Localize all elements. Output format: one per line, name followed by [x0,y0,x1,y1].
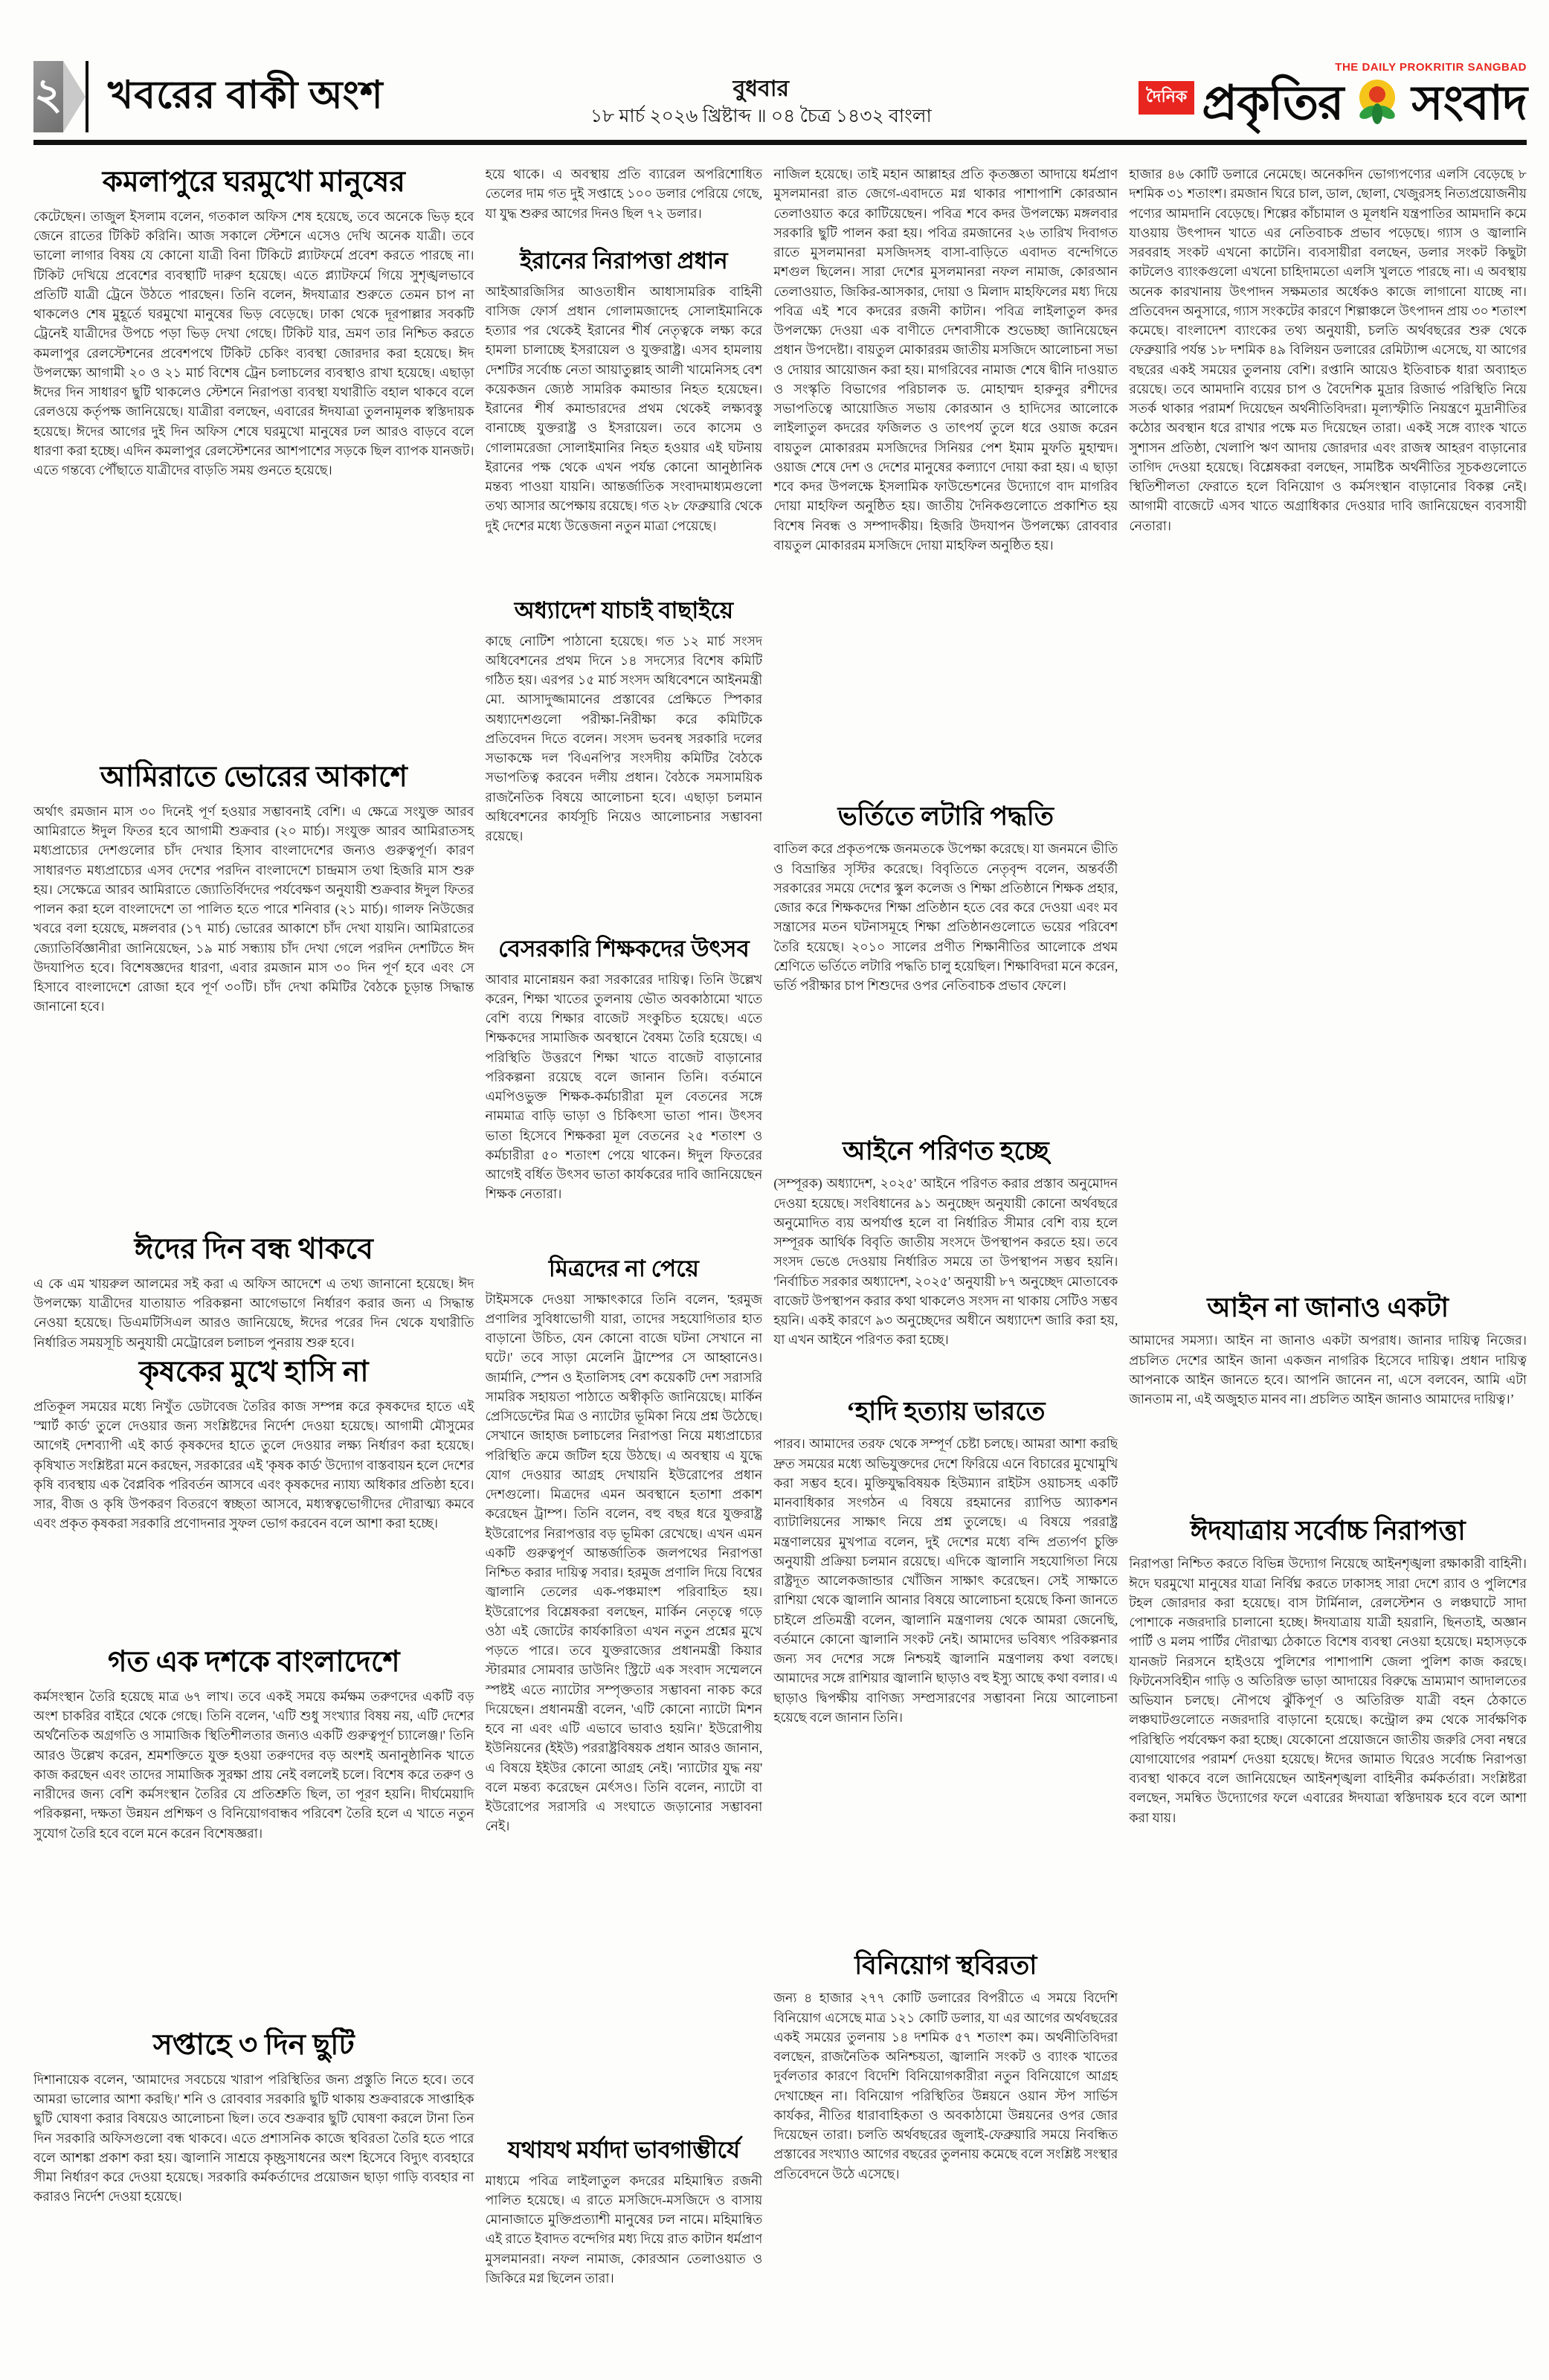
article-body: মাধ্যমে পবিত্র লাইলাতুল কদরের মহিমান্বিত রজনী পালিত হয়েছে। এ রাতে মসজিদে-মসজিদে ও বাসায় মোনাজাতে মুক্তিপ্রত্যাশী মানুষের ঢল নামে। মহিমান্বিত এই রাতে ইবাদত বন্দেগির মধ্য দিয়ে রাত কাটান ধর্মপ্রাণ মুসলমানরা। নফল নামাজ, কোরআন তেলাওয়াত ও জিকিরে মগ্ন ছিলেন তারা। [485,2172,763,2286]
column-right-double [1129,164,1527,2380]
article-headline: কমলাপুরে ঘরমুখো মানুষের [102,166,405,198]
continuation-text: হয়ে থাকে। এ অবস্থায় প্রতি ব্যারেল অপরিশোধিত তেলের দাম গত দুই সপ্তাহে ১০০ ডলার পেরিয়ে গেছে, যা যুদ্ধ শুরুর আগের দিনও ছিল ৭২ ডলার। [485,167,763,221]
dateline-block [590,74,932,132]
article-body: আইআরজিসির আওতাধীন আধাসামরিক বাহিনী বাসিজ ফোর্স প্রধান গোলামজাদেহ সোলাইমানিকে হত্যার পর থেকেই ইরানের শীর্ষ নেতৃত্বকে লক্ষ্য করে হামলা চালাচ্ছে ইসরায়েল ও যুক্তরাষ্ট্র। এসব হামলায় দেশটির সর্বোচ্চ নেতা আয়াতুল্লাহ আলী খামেনিসহ বেশ কয়েকজন জ্যেষ্ঠ সামরিক কমান্ডার নিহত হয়েছেন। ইরানের শীর্ষ কমান্ডারদের প্রথম থেকেই লক্ষ্যবস্তু বানাচ্ছে যুক্তরাষ্ট্র ও ইসরায়েল। তবে কাসেম ও গোলামরেজা সোলাইমানির নিহত হওয়ার এই ঘটনায় ইরানের পক্ষ থেকে এখন পর্যন্ত কোনো আনুষ্ঠানিক মন্তব্য পাওয়া যায়নি। আন্তর্জাতিক সংবাদমাধ্যমগুলো তথ্য আসার অপেক্ষায় রয়েছে। গত ২৮ ফেব্রুয়ারি থেকে দুই দেশের মধ্যে উত্তেজনা নতুন মাত্রা পেয়েছে। [485,283,763,533]
article-headline: কৃষকের মুখে হাসি না [138,1356,369,1388]
article-body: নিরাপত্তা নিশ্চিত করতে বিভিন্ন উদ্যোগ নিয়েছে আইনশৃঙ্খলা রক্ষাকারী বাহিনী। ঈদে ঘরমুখো মানুষের যাত্রা নির্বিঘ্ন করতে ঢাকাসহ সারা দেশে র‍্যাব ও পুলিশের টহল জোরদার করা হয়েছে। বাস টার্মিনাল, রেলস্টেশন ও লঞ্চঘাটে সাদা পোশাকে নজরদারি চালানো হচ্ছে। ঈদযাত্রায় যাত্রী হয়রানি, ছিনতাই, অজ্ঞান পার্টি ও মলম পার্টির দৌরাত্ম্য ঠেকাতে বিশেষ ব্যবস্থা নেওয়া হয়েছে। মহাসড়কে যানজট নিরসনে হাইওয়ে পুলিশের পাশাপাশি জেলা পুলিশ কাজ করছে। ফিটনেসবিহীন গাড়ি ও অতিরিক্ত ভাড়া আদায়ের বিরুদ্ধে ভ্রাম্যমাণ আদালতের অভিযান চলছে। নৌপথে ঝুঁকিপূর্ণ ও অতিরিক্ত যাত্রী বহন ঠেকাতে লঞ্চঘাটগুলোতে নজরদারি বাড়ানো হয়েছে। কন্ট্রোল রুম থেকে সার্বক্ষণিক পরিস্থিতি পর্যবেক্ষণ করা হচ্ছে। যেকোনো প্রয়োজনে জাতীয় জরুরি সেবা নম্বরে যোগাযোগের পরামর্শ দেওয়া হয়েছে। ঈদের জামাত ঘিরেও সর্বোচ্চ নিরাপত্তা ব্যবস্থা থাকবে বলে জানিয়েছেন আইনশৃঙ্খলা বাহিনীর কর্মকর্তারা। সংশ্লিষ্টরা বলছেন, সমন্বিত উদ্যোগের ফলে এবারের ঈদযাত্রা স্বস্তিদায়ক হবে বলে আশা করা যায়। [1129,1556,1527,1825]
article-body: দিশানায়েক বলেন, 'আমাদের সবচেয়ে খারাপ পরিস্থিতির জন্য প্রস্তুতি নিতে হবে। তবে আমরা ভালোর আশা করছি।' শনি ও রোববার সরকারি ছুটি থাকায় শুক্রবারকে সাপ্তাহিক ছুটি ঘোষণা করার বিষয়েও আলোচনা ছিল। তবে শুক্রবার ছুটি ঘোষণা করলে টানা তিন দিন সরকারি অফিসগুলো বন্ধ থাকবে। এতে প্রশাসনিক কাজে স্থবিরতা তৈরি হতে পারে বলে আশঙ্কা প্রকাশ করা হয়। জ্বালানি সাশ্রয়ে কৃচ্ছ্রসাধনের অংশ হিসেবে বিদ্যুৎ ব্যবহারে সীমা নির্ধারণ করে দেওয়া হয়েছে। সরকারি কর্মকর্তাদের প্রয়োজন ছাড়া গাড়ি ব্যবহার না করারও নির্দেশ দেওয়া হয়েছে। [33,2071,474,2204]
article-headline: ভর্তিতে লটারি পদ্ধতি [837,802,1054,831]
article-farmer-card [33,1354,474,1644]
article-headline: ঈদযাত্রায় সর্বোচ্চ নিরাপত্তা [1190,1516,1466,1546]
column-left-double [33,164,474,2380]
article-allies-not-found [486,1254,763,2135]
weekday: বুধবার [732,76,790,101]
brand-name-part1: প্রকৃতির [1202,77,1344,130]
continuation-text: নাজিল হয়েছে। তাই মহান আল্লাহর প্রতি কৃতজ্ঞতা আদায়ে ধর্মপ্রাণ মুসলমানরা রাত জেগে-এবাদতে মগ্ন থাকার পাশাপাশি কোরআন তেলাওয়াত করে কাটিয়েছেন। পবিত্র শবে কদর উপলক্ষ্যে মঙ্গলবার সরকারি ছুটি পালন করা হয়। পবিত্র রমজানের ২৬ তারিখ দিবাগত রাতে মুসলমানরা মসজিদসহ বাসা-বাড়িতে এবাদত বন্দেগিতে মশগুল ছিলেন। সারা দেশের মুসলমানরা নফল নামাজ, কোরআন তেলাওয়াত, জিকির-আসকার, দোয়া ও মিলাদ মাহফিলের মধ্য দিয়ে পবিত্র এই শবে কদরের রজনী কাটান। পবিত্র লাইলাতুল কদর উপলক্ষ্যে দেওয়া এক বাণীতে দেশবাসীকে শুভেচ্ছা জানিয়েছেন প্রধান উপদেষ্টা। বায়তুল মোকাররম জাতীয় মসজিদে আলোচনা সভা ও দোয়ার আয়োজন করা হয়। মাগরিবের নামাজ শেষে দ্বীনি দাওয়াত ও সংস্কৃতি বিভাগের পরিচালক ড. মোহাম্মদ হারুনুর রশীদের সভাপতিত্বে আয়োজিত সভায় কোরআন ও হাদিসের আলোকে লাইলাতুল কদরের ফজিলত ও তাৎপর্য তুলে ধরে ওয়াজ করেন বায়তুল মোকাররম মসজিদের সিনিয়র পেশ ইমাম মুফতি মুহাম্মদ। ওয়াজ শেষে দেশ ও দেশের মানুষের কল্যাণে দোয়া করা হয়। এ ছাড়া শবে কদর উপলক্ষে ইসলামিক ফাউন্ডেশনের উদ্যোগে বাদ মাগরিব দোয়া মাহফিল অনুষ্ঠিত হয়। জাতীয় দৈনিকগুলোতে প্রকাশিত হয় বিশেষ নিবন্ধ ও সম্পাদকীয়। হিজরি উদযাপন উপলক্ষ্যে রোববার বায়তুল মোকাররম মসজিদে দোয়া মাহফিল অনুষ্ঠিত হয়। [773,167,1118,553]
article-laylatul-qadr-dignity [486,2135,763,2380]
columns-container [33,164,1527,2380]
brand-name-part2: সংবাদ [1411,77,1527,130]
article-body: আমাদের সমস্যা। আইন না জানাও একটা অপরাধ। জানার দায়িত্ব নিজের। প্রচলিত দেশের আইন জানা একজন নাগরিক হিসেবে দায়িত্ব। প্রধান দায়িত্ব আপনাকে আইন জানতে হবে। আপনি জানেন না, এসে বলবেন, আমি এটা জানতাম না, এই অজুহাত মানব না। প্রচলিত আইন জানাও আমাদের দায়িত্ব।’ [1129,1333,1527,1407]
article-ordinance-review [486,596,763,934]
article-headline: আইন না জানাও একটা [1207,1293,1449,1322]
article-body: টাইমসকে দেওয়া সাক্ষাৎকারে তিনি বলেন, 'হরমুজ প্রণালির সুবিধাভোগী যারা, তাদের সহযোগিতার হাত বাড়ানো উচিত, যেন কোনো বাজে ঘটনা সেখানে না ঘটে।' তবে সাড়া মেলেনি ট্রাম্পের সে আহ্বানেও। জার্মানি, স্পেন ও ইতালিসহ বেশ কয়েকটি দেশ সরাসরি সামরিক সহায়তা পাঠাতে অস্বীকৃতি জানিয়েছে। মার্কিন প্রেসিডেন্টের মিত্র ও ন্যাটোর ভূমিকা নিয়ে প্রশ্ন উঠেছে। সেখানে জাহাজ চলাচলের নিরাপত্তা নিয়ে মধ্যপ্রাচ্যের পরিস্থিতি ক্রমে জটিল হয়ে উঠছে। এ অবস্থায় এ যুদ্ধে যোগ দেওয়ার আগ্রহ দেখায়নি ইউরোপের প্রধান দেশগুলো। মিত্রদের এমন অবস্থানে হতাশা প্রকাশ করেছেন ট্রাম্প। তিনি বলেন, বহু বছর ধরে যুক্তরাষ্ট্র ইউরোপের নিরাপত্তার বড় ভূমিকা রেখেছে। এখন এমন একটি গুরুত্বপূর্ণ আন্তর্জাতিক জলপথের নিরাপত্তা নিশ্চিত করার দায়িত্ব সবার। হরমুজ প্রণালি দিয়ে বিশ্বের জ্বালানি তেলের এক-পঞ্চমাংশ পরিবাহিত হয়। ইউরোপের বিশ্লেষকরা বলছেন, মার্কিন নেতৃত্বে গড়ে ওঠা এই জোটের কার্যকারিতা এখন নতুন প্রশ্নের মুখে পড়তে পারে। তবে যুক্তরাজ্যের প্রধানমন্ত্রী কিয়ার স্টারমার সোমবার ডাউনিং স্ট্রিটে এক সংবাদ সম্মেলনে স্পষ্টই এতে ন্যাটোর সম্পৃক্ততার সম্ভাবনা নাকচ করে দিয়েছেন। প্রধানমন্ত্রী বলেন, 'এটি কোনো ন্যাটো মিশন হবে না এবং এটি এভাবে ভাবাও হয়নি।' ইউরোপীয় ইউনিয়নের (ইইউ) পররাষ্ট্রবিষয়ক প্রধান আরও জানান, এ বিষয়ে ইইউর কোনো আগ্রহ নেই। 'ন্যাটোর যুদ্ধ নয়' বলে মন্তব্য করেছেন মের্ৎসও। তিনি বলেন, ন্যাটো বা ইউরোপের সরাসরি এ সংঘাতে জড়ানোর সম্ভাবনা নেই। [485,1291,763,1834]
article-headline: সপ্তাহে ৩ দিন ছুটি [152,2029,355,2061]
article-headline: বিনিয়োগ স্থবিরতা [854,1951,1037,1980]
column-continuation [1129,164,1527,1291]
brand-daily-label: দৈনিক [1139,81,1194,115]
article-headline: বেসরকারি শিক্ষকদের উৎসব [498,936,750,962]
masthead [33,45,1527,132]
article-amirat-moon [33,759,474,1232]
brand-name-row [1139,75,1527,132]
column-continuation [486,164,763,246]
article-body: কর্মসংস্থান তৈরি হয়েছে মাত্র ৬৭ লাখ। তবে একই সময়ে কর্মক্ষম তরুণদের একটি বড় অংশ চাকরির বাইরে থেকে গেছে। তিনি বলেন, 'এটি শুধু সংখ্যার বিষয় নয়, এটি দেশের অর্থনৈতিক অগ্রগতি ও সামাজিক স্থিতিশীলতার জন্যও একটি গুরুত্বপূর্ণ চ্যালেঞ্জ।' তিনি আরও উল্লেখ করেন, শ্রমশক্তিতে যুক্ত হওয়া তরুণদের বড় অংশই অনানুষ্ঠানিক খাতে কাজ করছেন এবং তাদের সামাজিক সুরক্ষা প্রায় নেই বললেই চলে। বিশেষ করে তরুণ ও নারীদের জন্য বেশি কর্মসংস্থান তৈরির যে প্রতিশ্রুতি ছিল, তা পূরণ হয়নি। দীর্ঘমেয়াদি পরিকল্পনা, দক্ষতা উন্নয়ন প্রশিক্ষণ ও বিনিয়োগবান্ধব পরিবেশ তৈরি হলে এ খাতে নতুন সুযোগ তৈরি হবে বলে মনে করেন বিশেষজ্ঞরা। [33,1688,474,1841]
page-divider-bar [86,61,88,132]
article-lottery-admission [773,800,1118,1135]
article-investment-stagnation [773,1949,1118,2347]
article-becoming-law [773,1135,1118,1395]
article-headline: ইরানের নিরাপত্তা প্রধান [520,248,728,274]
brand-english-name: THE DAILY PROKRITIR SANGBAD [1335,61,1527,74]
article-headline: ঈদের দিন বন্ধ থাকবে [134,1233,373,1265]
masthead-rule [33,140,1527,145]
article-headline: গত এক দশকে বাংলাদেশে [107,1646,400,1678]
article-body: কাছে নোটিশ পাঠানো হয়েছে। গত ১২ মার্চ সংসদ অধিবেশনের প্রথম দিনে ১৪ সদস্যের বিশেষ কমিটি গঠিত হয়। এরপর ১৫ মার্চ সংসদ অধিবেশনে আইনমন্ত্রী মো. আসাদুজ্জামানের প্রস্তাবের প্রেক্ষিতে স্পিকার অধ্যাদেশগুলো পরীক্ষা-নিরীক্ষা করে কমিটিকে প্রতিবেদন দিতে বলেন। সংসদ ভবনস্থ সরকারি দলের সভাকক্ষে দল 'বিএনপি'র সংসদীয় কমিটির বৈঠকে সভাপতিত্ব করবেন দলীয় প্রধান। বৈঠকে সমসাময়িক রাজনৈতিক বিষয়ে আলোচনা হবে। এছাড়া চলমান অধিবেশনের কার্যসূচি নিয়েও আলোচনার সম্ভাবনা রয়েছে। [485,633,763,844]
article-body: পারব। আমাদের তরফ থেকে সম্পূর্ণ চেষ্টা চলছে। আমরা আশা করছি দ্রুত সময়ের মধ্যে অভিযুক্তদের দেশে ফিরিয়ে এনে বিচারের মুখোমুখি করা সম্ভব হবে। মুক্তিযুদ্ধবিষয়ক হিউম্যান রাইটস ওয়াচসহ একটি মানবাধিকার সংগঠন এ বিষয়ে রহমানের র‍্যাপিড অ্যাকশন ব্যাটালিয়নের সাক্ষাৎ নিয়ে প্রশ্ন তুলেছে। এ বিষয়ে পররাষ্ট্র মন্ত্রণালয়ের মুখপাত্র বলেন, দুই দেশের মধ্যে বন্দি প্রত্যর্পণ চুক্তি অনুযায়ী প্রক্রিয়া চলমান রয়েছে। এদিকে জ্বালানি সহযোগিতা নিয়ে রাষ্ট্রদূত আলেকজান্ডার খোঁজিন সাক্ষাৎ করেছেন। সেই সাক্ষাতে রাশিয়া থেকে জ্বালানি আনার বিষয়ে আলোচনা হয়েছে কিনা জানতে চাইলে প্রতিমন্ত্রী বলেন, জ্বালানি মন্ত্রণালয় থেকে আমরা জেনেছি, বর্তমানে কোনো জ্বালানি সংকট নেই। আমাদের ভবিষ্যৎ পরিকল্পনার জন্য সব দেশের সঙ্গে নিশ্চয়ই জ্বালানি মন্ত্রণালয় কথা বলছে। আমাদের সঙ্গে রাশিয়ার জ্বালানি ছাড়াও বহু ইস্যু আছে কথা বলার। এ ছাড়াও দ্বিপক্ষীয় বাণিজ্য সম্প্রসারণের সম্ভাবনা নিয়ে আলোচনা হয়েছে বলে জানান তিনি। [773,1436,1118,1725]
article-headline: যথাযথ মর্যাদা ভাবগাম্ভীর্যে [507,2137,740,2163]
article-body: এ কে এম খায়রুল আলমের সই করা এ অফিস আদেশে এ তথ্য জানানো হয়েছে। ঈদ উপলক্ষ্যে যাত্রীদের যাতায়াত পরিকল্পনা আগেভাগে নির্ধারণ করার জন্য এ সিদ্ধান্ত নেওয়া হয়েছে। ডিএমটিসিএল আরও জানিয়েছে, ঈদের পরের দিন থেকে যথারীতি নির্ধারিত সময়সূচি অনুযায়ী মেট্রোরেল চলাচল পুনরায় শুরু হবে। [33,1276,474,1350]
article-body: বাতিল করে প্রকৃতপক্ষে জনমতকে উপেক্ষা করেছে। যা জনমনে ভীতি ও বিভ্রান্তির সৃস্টির করেছে। বিবৃতিতে নেতৃবৃন্দ বলেন, অন্তর্বর্তী সরকারের সময়ে দেশের স্কুল কলেজ ও শিক্ষা প্রতিষ্ঠানে শিক্ষক প্রহার, জোর করে শিক্ষকদের শিক্ষা প্রতিষ্ঠান হতে বের করে দেওয়া এবং মব সন্ত্রাসের মতন ঘটনাসমূহে শিক্ষা প্রতিষ্ঠানগুলোতে ভয়ের পরিবেশ তৈরি হয়েছে। ২০১০ সালের প্রণীত শিক্ষানীতির আলোকে প্রথম শ্রেণিতে ভর্তিতে লটারি পদ্ধতি চালু হয়েছিল। শিক্ষাবিদরা মনে করেন, ভর্তি পরীক্ষার চাপ শিশুদের ওপর নেতিবাচক প্রভাব ফেলে। [773,841,1118,993]
article-headline: অধ্যাদেশ যাচাই বাছাইয়ে [514,597,734,623]
article-headline: আইনে পরিণত হচ্ছে [843,1136,1049,1165]
page-arrow-icon [63,61,86,132]
article-body: জন্য ৪ হাজার ২৭৭ কোটি ডলারের বিপরীতে এ সময়ে বিদেশি বিনিয়োগ এসেছে মাত্র ১২১ কোটি ডলার, যা এর আগের অর্থবছরের একই সময়ের তুলনায় ১৪ দশমিক ৫৭ শতাংশ কম। অর্থনীতিবিদরা বলছেন, রাজনৈতিক অনিশ্চয়তা, জ্বালানি সংকট ও ব্যাংক খাতের দুর্বলতার কারণে বিদেশি বিনিয়োগকারীরা নতুন বিনিয়োগে আগ্রহ দেখাচ্ছেন না। বিনিয়োগ পরিস্থিতির উন্নয়নে ওয়ান স্টপ সার্ভিস কার্যকর, নীতির ধারাবাহিকতা ও অবকাঠামো উন্নয়নের ওপর জোর দিয়েছেন তারা। চলতি অর্থবছরের জুলাই-ফেব্রুয়ারি সময়ে নিবন্ধিত প্রস্তাবের সংখ্যাও আগের বছরের তুলনায় কমেছে বলে সংশ্লিষ্ট সংস্থার প্রতিবেদনে উঠে এসেছে। [773,1990,1118,2181]
newspaper-brand [1139,61,1527,132]
column-second [486,164,763,2380]
article-iran-security [486,246,763,596]
article-headline: আমিরাতে ভোরের আকাশে [100,761,408,793]
article-kamalapur [33,164,474,759]
article-headline: ‘হাদি হত্যায় ভারতে [846,1397,1046,1426]
page-number-box [33,61,88,132]
section-header [33,61,384,132]
article-headline: মিত্রদের না পেয়ে [548,1255,699,1281]
article-three-day-holiday [33,2027,474,2355]
section-title: খবরের বাকী অংশ [108,74,384,117]
article-eid-closed [33,1232,474,1354]
article-hadi-murder-india [773,1395,1118,1949]
article-private-teachers [486,934,763,1254]
article-body: (সম্পূরক) অধ্যাদেশ, ২০২৫' আইনে পরিণত করার প্রস্তাব অনুমোদন দেওয়া হয়েছে। সংবিধানের ৯১ অনুচ্ছেদ অনুযায়ী কোনো অর্থবছরে অনুমোদিত ব্যয় অপর্যাপ্ত হলে বা নির্ধারিত সীমার বেশি ব্যয় হলে সম্পূরক আর্থিক বিবৃতি জাতীয় সংসদে উপস্থাপন করতে হয়। তবে সংসদ ভেঙে দেওয়ায় নির্ধারিত সময়ে তা উপস্থাপন সম্ভব হয়নি। 'নির্বাচিত সরকার অধ্যাদেশ, ২০২৫' অনুযায়ী ৮৭ অনুচ্ছেদ মোতাবেক বাজেট উপস্থাপন করার কথা থাকলেও সংসদ না থাকায় সেটিও সম্ভব হয়নি। একই কারণে ৯৩ অনুচ্ছেদের অধীনে অধ্যাদেশ জারি করা হয়, যা এখন আইনে পরিণত করা হচ্ছে। [773,1176,1118,1348]
article-body: প্রতিকূল সময়ের মধ্যে নিখুঁত ডেটাবেজ তৈরির কাজ সম্পন্ন করে কৃষকদের হাতে এই 'স্মার্ট কার্ড' তুলে দেওয়ার জন্য সংশ্লিষ্টদের নির্দেশ দেওয়া হয়েছে। আগামী মৌসুমের আগেই দেশব্যাপী এই কার্ড কৃষকদের হাতে তুলে দেওয়ার লক্ষ্য নির্ধারণ করা হয়েছে। কৃষিখাত সংশ্লিষ্টরা মনে করছেন, সরকারের এই 'কৃষক কার্ড' উদ্যোগ বাস্তবায়ন হলে দেশের কৃষি ব্যবস্থায় এক বৈপ্লবিক পরিবর্তন আসবে এবং কৃষকদের ন্যায্য অধিকার প্রতিষ্ঠা হবে। সার, বীজ ও কৃষি উপকরণ বিতরণে স্বচ্ছতা আসবে, মধ্যস্বত্বভোগীদের দৌরাত্ম্য কমবে এবং প্রকৃত কৃষকরা সরকারি প্রণোদনার সুফল ভোগ করবেন বলে আশা করা হচ্ছে। [33,1398,474,1531]
article-body: আবার মানোন্নয়ন করা সরকারের দায়িত্ব। তিনি উল্লেখ করেন, শিক্ষা খাতের তুলনায় ভৌত অবকাঠামো খাতে বেশি ব্যয়ে শিক্ষার বাজেট সংকুচিত হয়েছে। এতে শিক্ষকদের সামাজিক অবস্থানে বৈষম্য তৈরি হয়েছে। এ পরিস্থিতি উত্তরণে শিক্ষা খাতে বাজেট বাড়ানোর পরিকল্পনা রয়েছে বলে জানান তিনি। বর্তমানে এমপিওভুক্ত শিক্ষক-কর্মচারীরা মূল বেতনের সঙ্গে নামমাত্র বাড়ি ভাড়া ও চিকিৎসা ভাতা পান। উৎসব ভাতা হিসেবে শিক্ষকরা মূল বেতনের ২৫ শতাংশ ও কর্মচারীরা ৫০ শতাংশ পেয়ে থাকেন। ঈদুল ফিতরের আগেই বর্ধিত উৎসব ভাতা কার্যকরের দাবি জানিয়েছেন শিক্ষক নেতারা। [485,971,763,1202]
brand-flower-icon [1350,75,1404,132]
article-decade-jobs [33,1644,474,2027]
column-third [773,164,1118,2380]
article-body: কেটেছেন। তাজুল ইসলাম বলেন, গতকাল অফিস শেষ হয়েছে, তবে অনেকে ভিড় হবে জেনে রাতের টিকিট করিনি। আজ সকালে স্টেশনে এসেও দেখি অনেক যাত্রী। তবে ভালো লাগার বিষয় যে কোনো যাত্রী বিনা টিকিটে প্ল্যাটফর্মে প্রবেশ করতে পারছে না। টিকিট দেখিয়ে প্রবেশের ব্যবস্থাটি দারুণ হয়েছে। এতে প্ল্যাটফর্মে গিয়ে সুশৃঙ্খলভাবে প্রতিটি যাত্রী ট্রেনে উঠতে পারছেন। তিনি বলেন, ঈদযাত্রার শুরুতে তেমন চাপ না থাকলেও শেষ মুহূর্তে ঘরমুখো মানুষের ভিড় বেড়েছে। ঢাকা থেকে দূরপাল্লার সবকটি ট্রেনেই যাত্রীদের উপচে পড়া ভিড় দেখা গেছে। টিকিট যার, ভ্রমণ তার নিশ্চিত করতে কমলাপুর রেলস্টেশনের প্রবেশপথে টিকিট চেকিং ব্যবস্থা জোরদার করা হয়েছে। ঈদ উপলক্ষ্যে আগামী ২০ ও ২১ মার্চ বিশেষ ট্রেন চলাচলের ব্যবস্থাও রাখা হয়েছে। এছাড়া ঈদের দিন সাধারণ ছুটি থাকলেও স্টেশনে নিরাপত্তা ব্যবস্থা যথারীতি বহাল থাকবে বলে রেলওয়ে কর্তৃপক্ষ জানিয়েছে। যাত্রীরা বলছেন, এবারের ঈদযাত্রা তুলনামূলক স্বস্তিদায়ক হয়েছে। ঈদের আগের দুই দিন অফিস শেষে ঘরমুখো মানুষের ঢল আরও বাড়বে বলে ধারণা করা হচ্ছে। এদিন কমলাপুর রেলস্টেশনের আশপাশের সড়কে ছিল ব্যাপক যানজট। এতে গন্তব্যে পৌঁছাতে যাত্রীদের বাড়তি সময় গুনতে হয়েছে। [33,208,474,478]
continuation-text: হাজার ৪৬ কোটি ডলারে নেমেছে। অনেকদিন ভোগ্যপণ্যের এলসি বেড়েছে ৮ দশমিক ৩১ শতাংশ। রমজান ঘিরে চাল, ডাল, ছোলা, খেজুরসহ নিত্যপ্রয়োজনীয় পণ্যের আমদানি বেড়েছে। শিল্পের কাঁচামাল ও মূলধনি যন্ত্রপাতির আমদানি কমে যাওয়ায় উৎপাদন খাতে এর নেতিবাচক প্রভাব পড়েছে। গ্যাস ও জ্বালানি সরবরাহ সংকট এখনো কাটেনি। ব্যবসায়ীরা বলছেন, ডলার সংকট কিছুটা কাটলেও ব্যাংকগুলো এখনো চাহিদামতো এলসি খুলতে পারছে না। এ অবস্থায় অনেক কারখানায় উৎপাদন সক্ষমতার অর্ধেকও কাজে লাগানো যাচ্ছে না। প্রতিবেদন অনুসারে, গ্যাস সংকটের কারণে শিল্পাঞ্চলে উৎপাদন প্রায় ৩০ শতাংশ কমেছে। বাংলাদেশ ব্যাংকের তথ্য অনুযায়ী, চলতি অর্থবছরের শুরু থেকে ফেব্রুয়ারি পর্যন্ত ১৮ দশমিক ৪৯ বিলিয়ন ডলারের রেমিট্যান্স এসেছে, যা আগের বছরের একই সময়ের তুলনায় বেশি। রপ্তানি আয়েও ইতিবাচক ধারা অব্যাহত রয়েছে। তবে আমদানি ব্যয়ের চাপ ও বৈদেশিক মুদ্রার রিজার্ভ পরিস্থিতি নিয়ে সতর্ক থাকার পরামর্শ দিয়েছেন অর্থনীতিবিদরা। মূল্যস্ফীতি নিয়ন্ত্রণে মুদ্রানীতির কঠোর অবস্থান ধরে রাখার পক্ষে মত দিয়েছেন তারা। একই সঙ্গে ব্যাংক খাতে সুশাসন প্রতিষ্ঠা, খেলাপি ঋণ আদায় জোরদার এবং রাজস্ব আহরণ বাড়ানোর তাগিদ দেওয়া হয়েছে। বিশ্লেষকরা বলছেন, সামষ্টিক অর্থনীতির সূচকগুলোতে স্থিতিশীলতা ফেরাতে হলে বিনিয়োগ ও কর্মসংস্থান বাড়ানোর বিকল্প নেই। আগামী বাজেটে এসব খাতে অগ্রাধিকার দেওয়ার দাবি জানিয়েছেন ব্যবসায়ী নেতারা। [1129,167,1527,533]
column-continuation [773,164,1118,800]
article-eid-travel-security [1129,1514,1527,2358]
dateline: ১৮ মার্চ ২০২৬ খ্রিষ্টাব্দ ॥ ০৪ চৈত্র ১৪৩২ বাংলা [590,106,932,127]
article-not-knowing-law [1129,1291,1527,1514]
page-number: ২ [33,61,63,132]
article-body: অর্থাৎ রমজান মাস ৩০ দিনেই পূর্ণ হওয়ার সম্ভাবনাই বেশি। এ ক্ষেত্রে সংযুক্ত আরব আমিরাতে ঈদুল ফিতর হবে আগামী শুক্রবার (২০ মার্চ)। সংযুক্ত আরব আমিরাতসহ মধ্যপ্রাচ্যের দেশগুলোর চাঁদ দেখার হিসাব বাংলাদেশের জন্যও গুরুত্বপূর্ণ। কারণ সাধারণত মধ্যপ্রাচ্যের এসব দেশের পরদিন বাংলাদেশে চান্দ্রমাস তথা হিজরি মাস শুরু হয়। সেক্ষেত্রে আরব আমিরাতে জ্যোতির্বিদদের পর্যবেক্ষণ অনুযায়ী শুক্রবার ঈদুল ফিতর পালন করা হলে বাংলাদেশে তা পালিত হতে পারে শনিবার (২১ মার্চ)। গালফ নিউজের খবরে বলা হয়েছে, মঙ্গলবার (১৭ মার্চ) ভোরের আকাশে চাঁদ দেখা যায়নি। আমিরাতের জ্যোতির্বিজ্ঞানীরা জানিয়েছেন, ১৯ মার্চ সন্ধ্যায় চাঁদ দেখা গেলে পরদিন দেশটিতে ঈদ উদযাপিত হবে। বিশেষজ্ঞদের ধারণা, এবার রমজান মাস ৩০ দিন পূর্ণ হবে এবং সে হিসাবে বাংলাদেশে রোজা হবে পূর্ণ ৩০টি। চাঁদ দেখা কমিটির বৈঠকে চূড়ান্ত সিদ্ধান্ত জানানো হবে। [33,803,474,1014]
